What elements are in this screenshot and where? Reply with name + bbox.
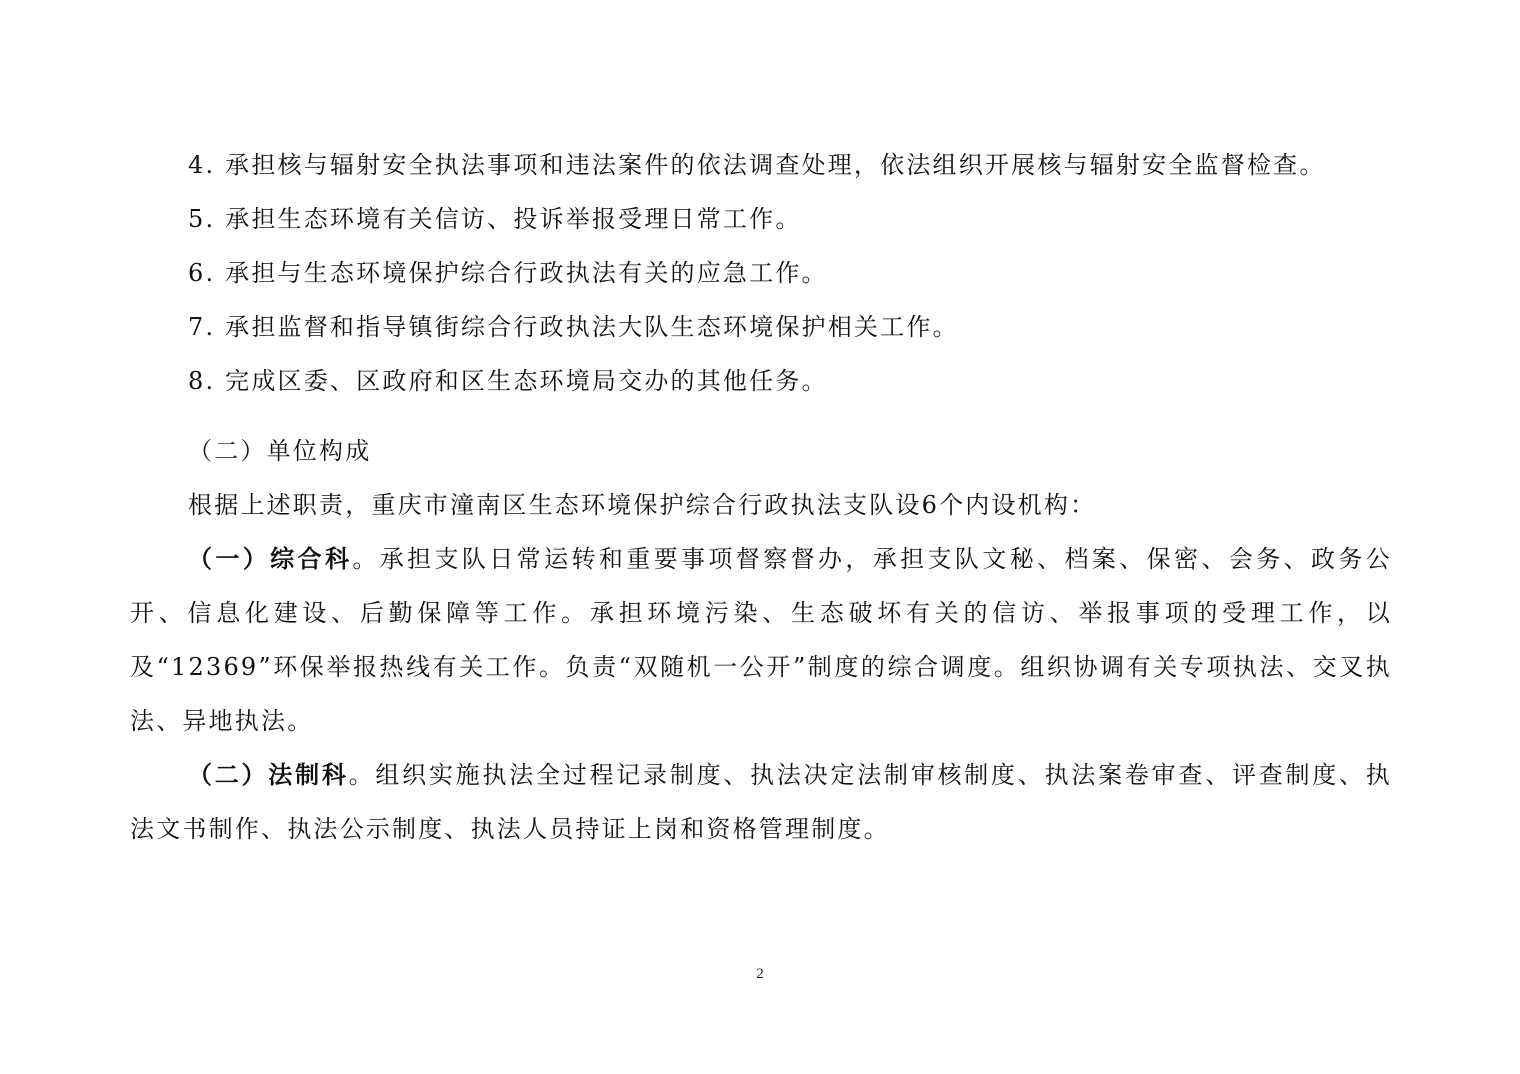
unit-legal-section [130,748,1392,856]
section-heading: （二）单位构成 [188,437,372,465]
intro-paragraph: 根据上述职责，重庆市潼南区生态环境保护综合行政执法支队设6个内设机构： [188,491,1097,519]
unit-general-office [130,532,1392,748]
page-number: 2 [756,966,764,982]
duty-item-8: 8. 完成区委、区政府和区生态环境局交办的其他任务。 [188,367,828,395]
unit-title: （二）法制科 [188,760,349,789]
document-body [130,138,1392,856]
duty-item-5: 5. 承担生态环境有关信访、投诉举报受理日常工作。 [188,205,802,233]
unit-description: 。承担支队日常运转和重要事项督察督办，承担支队文秘、档案、保密、会务、政务公开、信息化建设、后勤保障等工作。承担环境污染、生态破坏有关的信访、举报事项的受理工作，以及“12369”环保举报热线有关工作。负责“双随机一公开”制度的综合调度。组织协调有关专项执法、交叉执法、异地执法。 [130,545,1392,735]
unit-title: （一）综合科 [188,544,353,573]
duty-item-7: 7. 承担监督和指导镇街综合行政执法大队生态环境保护相关工作。 [188,313,959,341]
duty-item-6: 6. 承担与生态环境保护综合行政执法有关的应急工作。 [188,259,828,287]
duty-item-4: 4. 承担核与辐射安全执法事项和违法案件的依法调查处理，依法组织开展核与辐射安全监督检查。 [188,151,1326,179]
unit-description: 。组织实施执法全过程记录制度、执法决定法制审核制度、执法案卷审查、评查制度、执法文书制作、执法公示制度、执法人员持证上岗和资格管理制度。 [130,761,1392,843]
